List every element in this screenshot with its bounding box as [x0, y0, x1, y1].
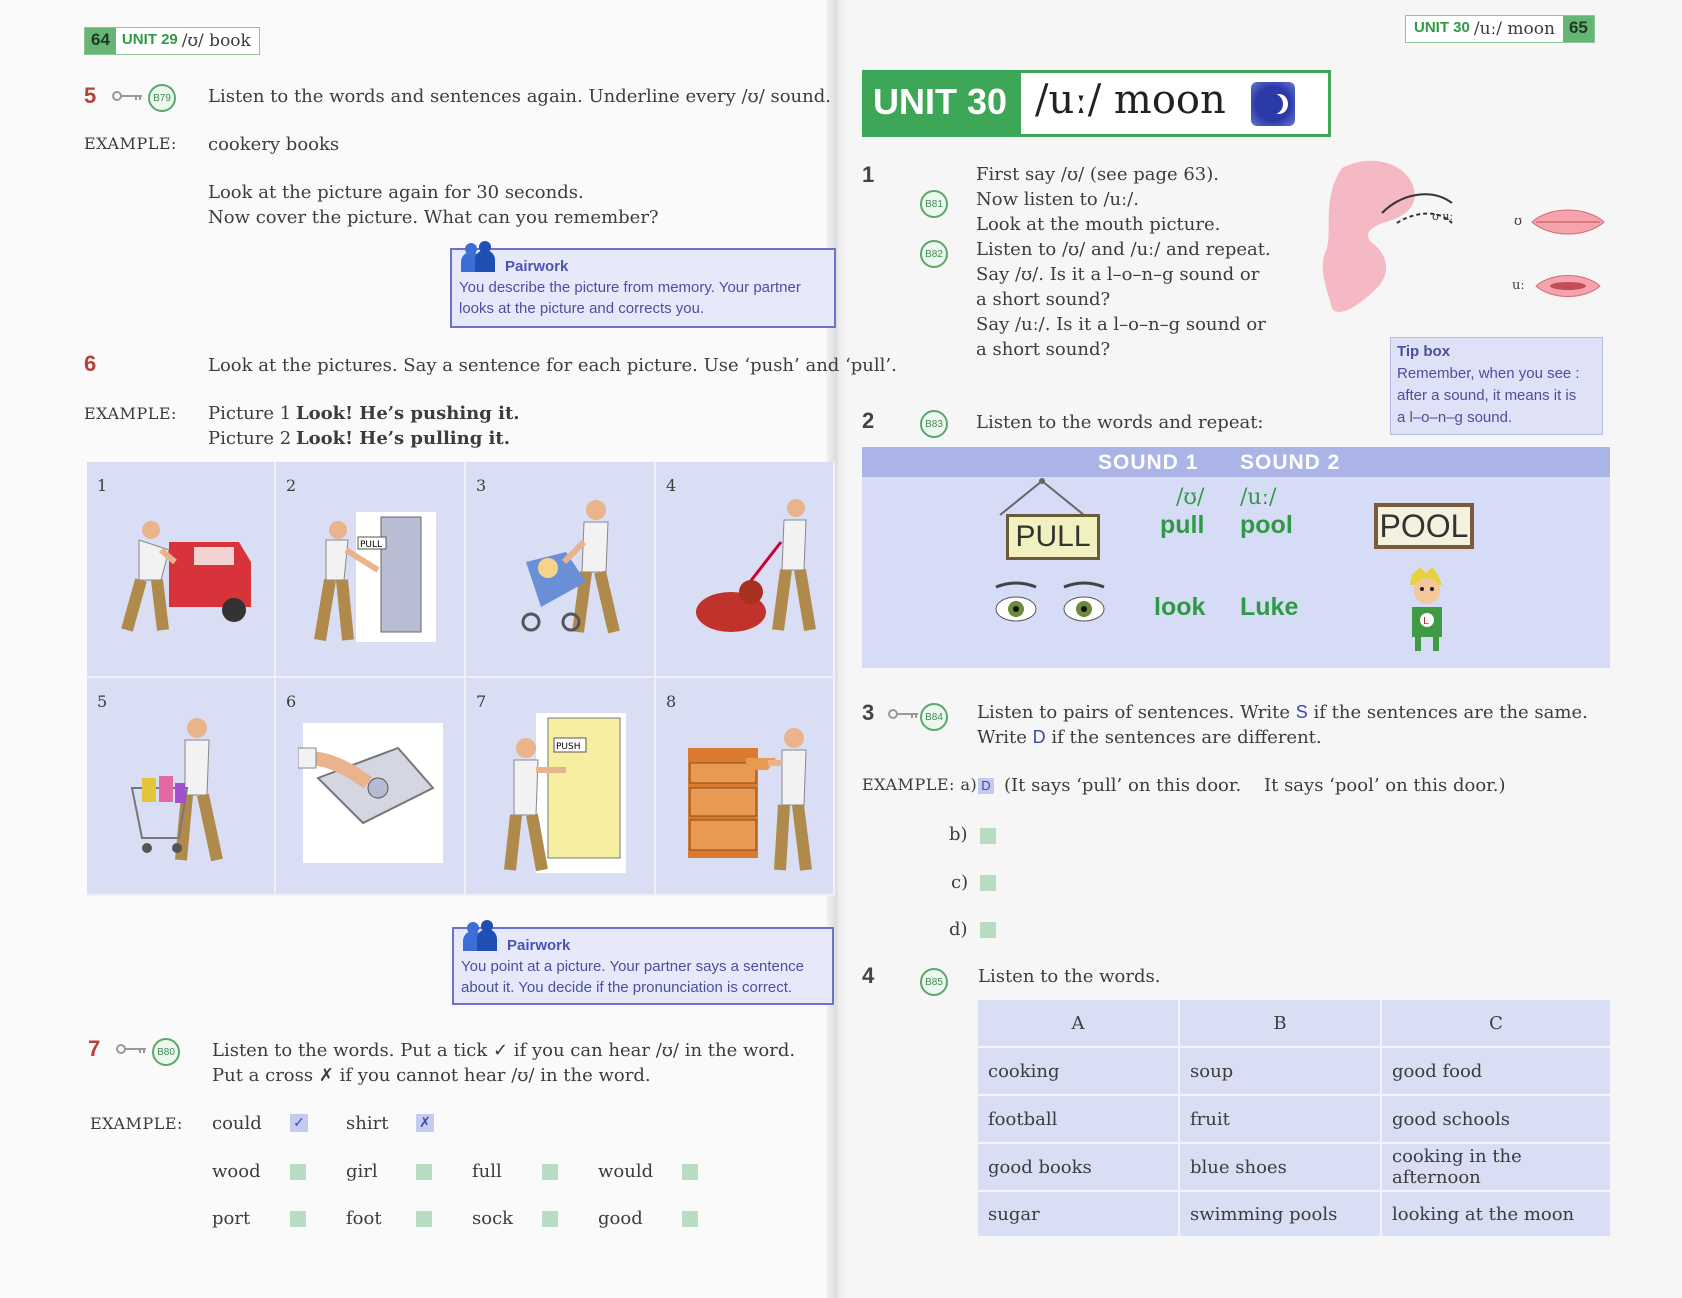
sound-2-heading: SOUND 2: [1240, 451, 1341, 474]
tip-box-text2: after a sound, it means it is: [1397, 387, 1577, 404]
exercise-1-line: Look at the mouth picture.: [976, 214, 1221, 235]
answer-box[interactable]: [416, 1211, 432, 1227]
lips-rounded-icon: [1530, 268, 1606, 304]
answer-box[interactable]: [980, 875, 996, 891]
door-sign-push: PUSH: [556, 742, 581, 752]
exercise-1-line: a short sound?: [976, 339, 1111, 360]
word: sock: [472, 1208, 514, 1229]
hanging-string-icon: [992, 477, 1092, 517]
answer-box[interactable]: [416, 1164, 432, 1180]
boy-luke-icon: [1402, 565, 1452, 655]
picture-1-sentence: Look! He’s pushing it.: [296, 403, 520, 424]
exercise-7-number: 7: [88, 1036, 101, 1061]
unit-title-number: UNIT 30: [865, 73, 1021, 134]
example-label: EXAMPLE:: [84, 404, 177, 423]
answer-box[interactable]: [290, 1211, 306, 1227]
svg-text:L: L: [1423, 616, 1429, 627]
exercise-1-line: Say /uː/. Is it a l–o–n–g sound or: [976, 314, 1266, 335]
tip-box-text1: Remember, when you see :: [1397, 365, 1580, 382]
eyes-icon: [992, 579, 1112, 629]
exercise-1-line: First say /ʊ/ (see page 63).: [976, 164, 1219, 185]
answer-box[interactable]: [682, 1164, 698, 1180]
sound-1-heading: SOUND 1: [1098, 451, 1199, 474]
exercise-3-number: 3: [862, 700, 875, 725]
tick-box: ✓: [290, 1114, 308, 1132]
pairwork-1-text1: You describe the picture from memory. Your partner: [459, 279, 801, 296]
right-page-number: 65: [1563, 16, 1594, 42]
picture-2-sentence: Look! He’s pulling it.: [296, 428, 510, 449]
example-sentence-1: (It says ‘pull’ on this door.: [1004, 775, 1242, 796]
lips-spread-icon: [1530, 204, 1606, 240]
word: would: [598, 1161, 654, 1182]
unit-title-sound: /uː/ moon: [1035, 77, 1226, 123]
pairwork-2-title: Pairwork: [507, 937, 571, 954]
audio-track-icon[interactable]: B80: [152, 1038, 180, 1066]
right-unit-sound: /uː/ moon: [1473, 19, 1555, 39]
table-cell: cooking in the afternoon: [1382, 1144, 1612, 1192]
unit-title-banner: [862, 70, 1331, 137]
door-sign-pull: PULL: [360, 540, 383, 550]
mouth-label: ʊ: [1514, 214, 1523, 229]
key-icon: [116, 1044, 148, 1054]
word-pull: pull: [1160, 511, 1205, 539]
picture-cell[interactable]: 2 PULL: [276, 462, 466, 678]
picture-cell[interactable]: 4: [656, 462, 835, 678]
answer-box[interactable]: [290, 1164, 306, 1180]
picture-cell[interactable]: 7 PUSH: [466, 678, 656, 896]
item-label: d): [949, 919, 968, 940]
audio-track-icon[interactable]: B83: [920, 410, 948, 438]
exercise-6-number: 6: [84, 351, 97, 376]
push-pull-picture-grid: [87, 462, 835, 896]
exercise-1-line: a short sound?: [976, 289, 1111, 310]
item-label: c): [951, 872, 969, 893]
exercise-7-line1: Listen to the words. Put a tick ✓ if you can hear /ʊ/ in the word.: [212, 1040, 796, 1061]
sound-header-bar: [862, 447, 1610, 477]
man-pulling-drawer-icon: [676, 708, 826, 878]
audio-track-icon[interactable]: B85: [920, 968, 948, 996]
moon-icon: [1251, 82, 1295, 126]
table-cell: swimming pools: [1180, 1192, 1382, 1238]
word-table: [978, 1000, 1612, 1238]
table-cell: cooking: [978, 1048, 1180, 1096]
sound-comparison-panel: [862, 447, 1610, 668]
table-cell: fruit: [1180, 1096, 1382, 1144]
table-cell: blue shoes: [1180, 1144, 1382, 1192]
mouth-diagram: [1322, 158, 1472, 323]
table-cell: sugar: [978, 1192, 1180, 1238]
exercise-3-line1: Listen to pairs of sentences. Write S if the sentences are the same.: [977, 702, 1588, 723]
picture-cell[interactable]: 6: [276, 678, 466, 896]
exercise-1-number: 1: [862, 162, 875, 187]
right-unit-label: UNIT 30: [1414, 19, 1470, 36]
cross-box: ✗: [416, 1114, 434, 1132]
picture-cell[interactable]: 8: [656, 678, 835, 896]
pairwork-1-title: Pairwork: [505, 258, 569, 275]
exercise-5-number: 5: [84, 83, 97, 108]
exercise-4-instruction: Listen to the words.: [978, 966, 1161, 987]
exercise-5-line1: Look at the picture again for 30 seconds.: [208, 182, 584, 203]
tip-box: [1390, 337, 1603, 435]
table-cell: good food: [1382, 1048, 1612, 1096]
example-label: EXAMPLE:: [90, 1114, 183, 1133]
exercise-2-instruction: Listen to the words and repeat:: [976, 412, 1264, 433]
exercise-7-line2: Put a cross ✗ if you cannot hear /ʊ/ in the word.: [212, 1065, 651, 1086]
column-header: A: [978, 1000, 1180, 1048]
picture-cell[interactable]: 1: [87, 462, 276, 678]
answer-box[interactable]: [542, 1211, 558, 1227]
answer-box[interactable]: [980, 828, 996, 844]
exercise-6-instruction: Look at the pictures. Say a sentence for each picture. Use ‘push’ and ‘pull’.: [208, 355, 897, 376]
pull-sign-icon: PULL: [1006, 514, 1100, 560]
picture-cell[interactable]: 5: [87, 678, 276, 896]
right-page-header: [1405, 15, 1595, 43]
example-word: could: [212, 1113, 262, 1134]
tip-box-title: Tip box: [1397, 343, 1451, 360]
pairwork-2-text1: You point at a picture. Your partner says a sentence: [461, 958, 805, 975]
table-cell: soup: [1180, 1048, 1382, 1096]
exercise-1-line: Now listen to /uː/.: [976, 189, 1139, 210]
pool-sign-icon: POOL: [1374, 503, 1474, 549]
exercise-4-number: 4: [862, 963, 875, 988]
table-cell: good schools: [1382, 1096, 1612, 1144]
table-cell: good books: [978, 1144, 1180, 1192]
left-page-header: [84, 27, 260, 55]
pairwork-box-1: [450, 248, 836, 328]
audio-track-icon[interactable]: B79: [148, 84, 176, 112]
audio-track-icon[interactable]: B82: [920, 240, 948, 268]
word: foot: [346, 1208, 382, 1229]
column-header: B: [1180, 1000, 1382, 1048]
word-pool: pool: [1240, 511, 1293, 539]
table-cell: football: [978, 1096, 1180, 1144]
key-icon: [888, 709, 920, 719]
answer-box[interactable]: [980, 922, 996, 938]
exercise-3-line2: Write D if the sentences are different.: [977, 727, 1322, 748]
audio-track-icon[interactable]: B84: [920, 703, 948, 731]
pairwork-people-icon: [459, 240, 497, 272]
picture-1-label: Picture 1: [208, 403, 292, 424]
exercise-5-example: cookery books: [208, 134, 340, 155]
answer-box[interactable]: [542, 1164, 558, 1180]
mouth-label: uː: [1512, 278, 1525, 293]
key-icon: [112, 91, 144, 101]
left-unit-sound: /ʊ/ book: [181, 31, 251, 51]
example-label: EXAMPLE:: [84, 134, 177, 153]
pairwork-people-icon: [461, 919, 499, 951]
answer-box-example: D: [978, 778, 994, 794]
word: wood: [212, 1161, 261, 1182]
word: port: [212, 1208, 251, 1229]
sound-1-symbol: /ʊ/: [1176, 485, 1205, 510]
man-pulling-dog-icon: [676, 492, 826, 652]
word: full: [472, 1161, 502, 1182]
left-page-number: 64: [85, 28, 116, 54]
example-word: shirt: [346, 1113, 389, 1134]
answer-box[interactable]: [682, 1211, 698, 1227]
hand-pushing-button-icon: [298, 718, 448, 868]
sound-2-symbol: /uː/: [1240, 485, 1277, 510]
man-pushing-car-icon: [109, 502, 259, 642]
example-label: EXAMPLE: a): [862, 775, 978, 794]
man-pulling-door-icon: [296, 502, 446, 652]
pairwork-2-text2: about it. You decide if the pronunciation is correct.: [461, 979, 793, 996]
exercise-5-instruction: Listen to the words and sentences again. Underline every /ʊ/ sound.: [208, 86, 831, 107]
table-cell: looking at the moon: [1382, 1192, 1612, 1238]
example-sentence-2: It says ‘pool’ on this door.): [1264, 775, 1506, 796]
exercise-2-number: 2: [862, 408, 875, 433]
diagram-sound-label: ʊ uː: [1432, 210, 1454, 223]
item-label: b): [949, 824, 968, 845]
pairwork-box-2: [452, 927, 834, 1005]
word: girl: [346, 1161, 378, 1182]
exercise-5-line2: Now cover the picture. What can you remember?: [208, 207, 659, 228]
man-pushing-pram-icon: [486, 492, 646, 652]
tip-box-text3: a l–o–n–g sound.: [1397, 409, 1513, 426]
audio-track-icon[interactable]: B81: [920, 190, 948, 218]
man-pushing-trolley-icon: [127, 708, 267, 878]
picture-2-label: Picture 2: [208, 428, 292, 449]
word-luke: Luke: [1240, 593, 1299, 621]
exercise-1-line: Say /ʊ/. Is it a l–o–n–g sound or: [976, 264, 1260, 285]
pairwork-1-text2: looks at the picture and corrects you.: [459, 300, 705, 317]
word: good: [598, 1208, 643, 1229]
left-unit-label: UNIT 29: [121, 31, 178, 48]
column-header: C: [1382, 1000, 1612, 1048]
man-pushing-door-icon: [486, 708, 636, 878]
picture-cell[interactable]: 3: [466, 462, 656, 678]
word-look: look: [1154, 593, 1206, 621]
exercise-1-line: Listen to /ʊ/ and /uː/ and repeat.: [976, 239, 1271, 260]
